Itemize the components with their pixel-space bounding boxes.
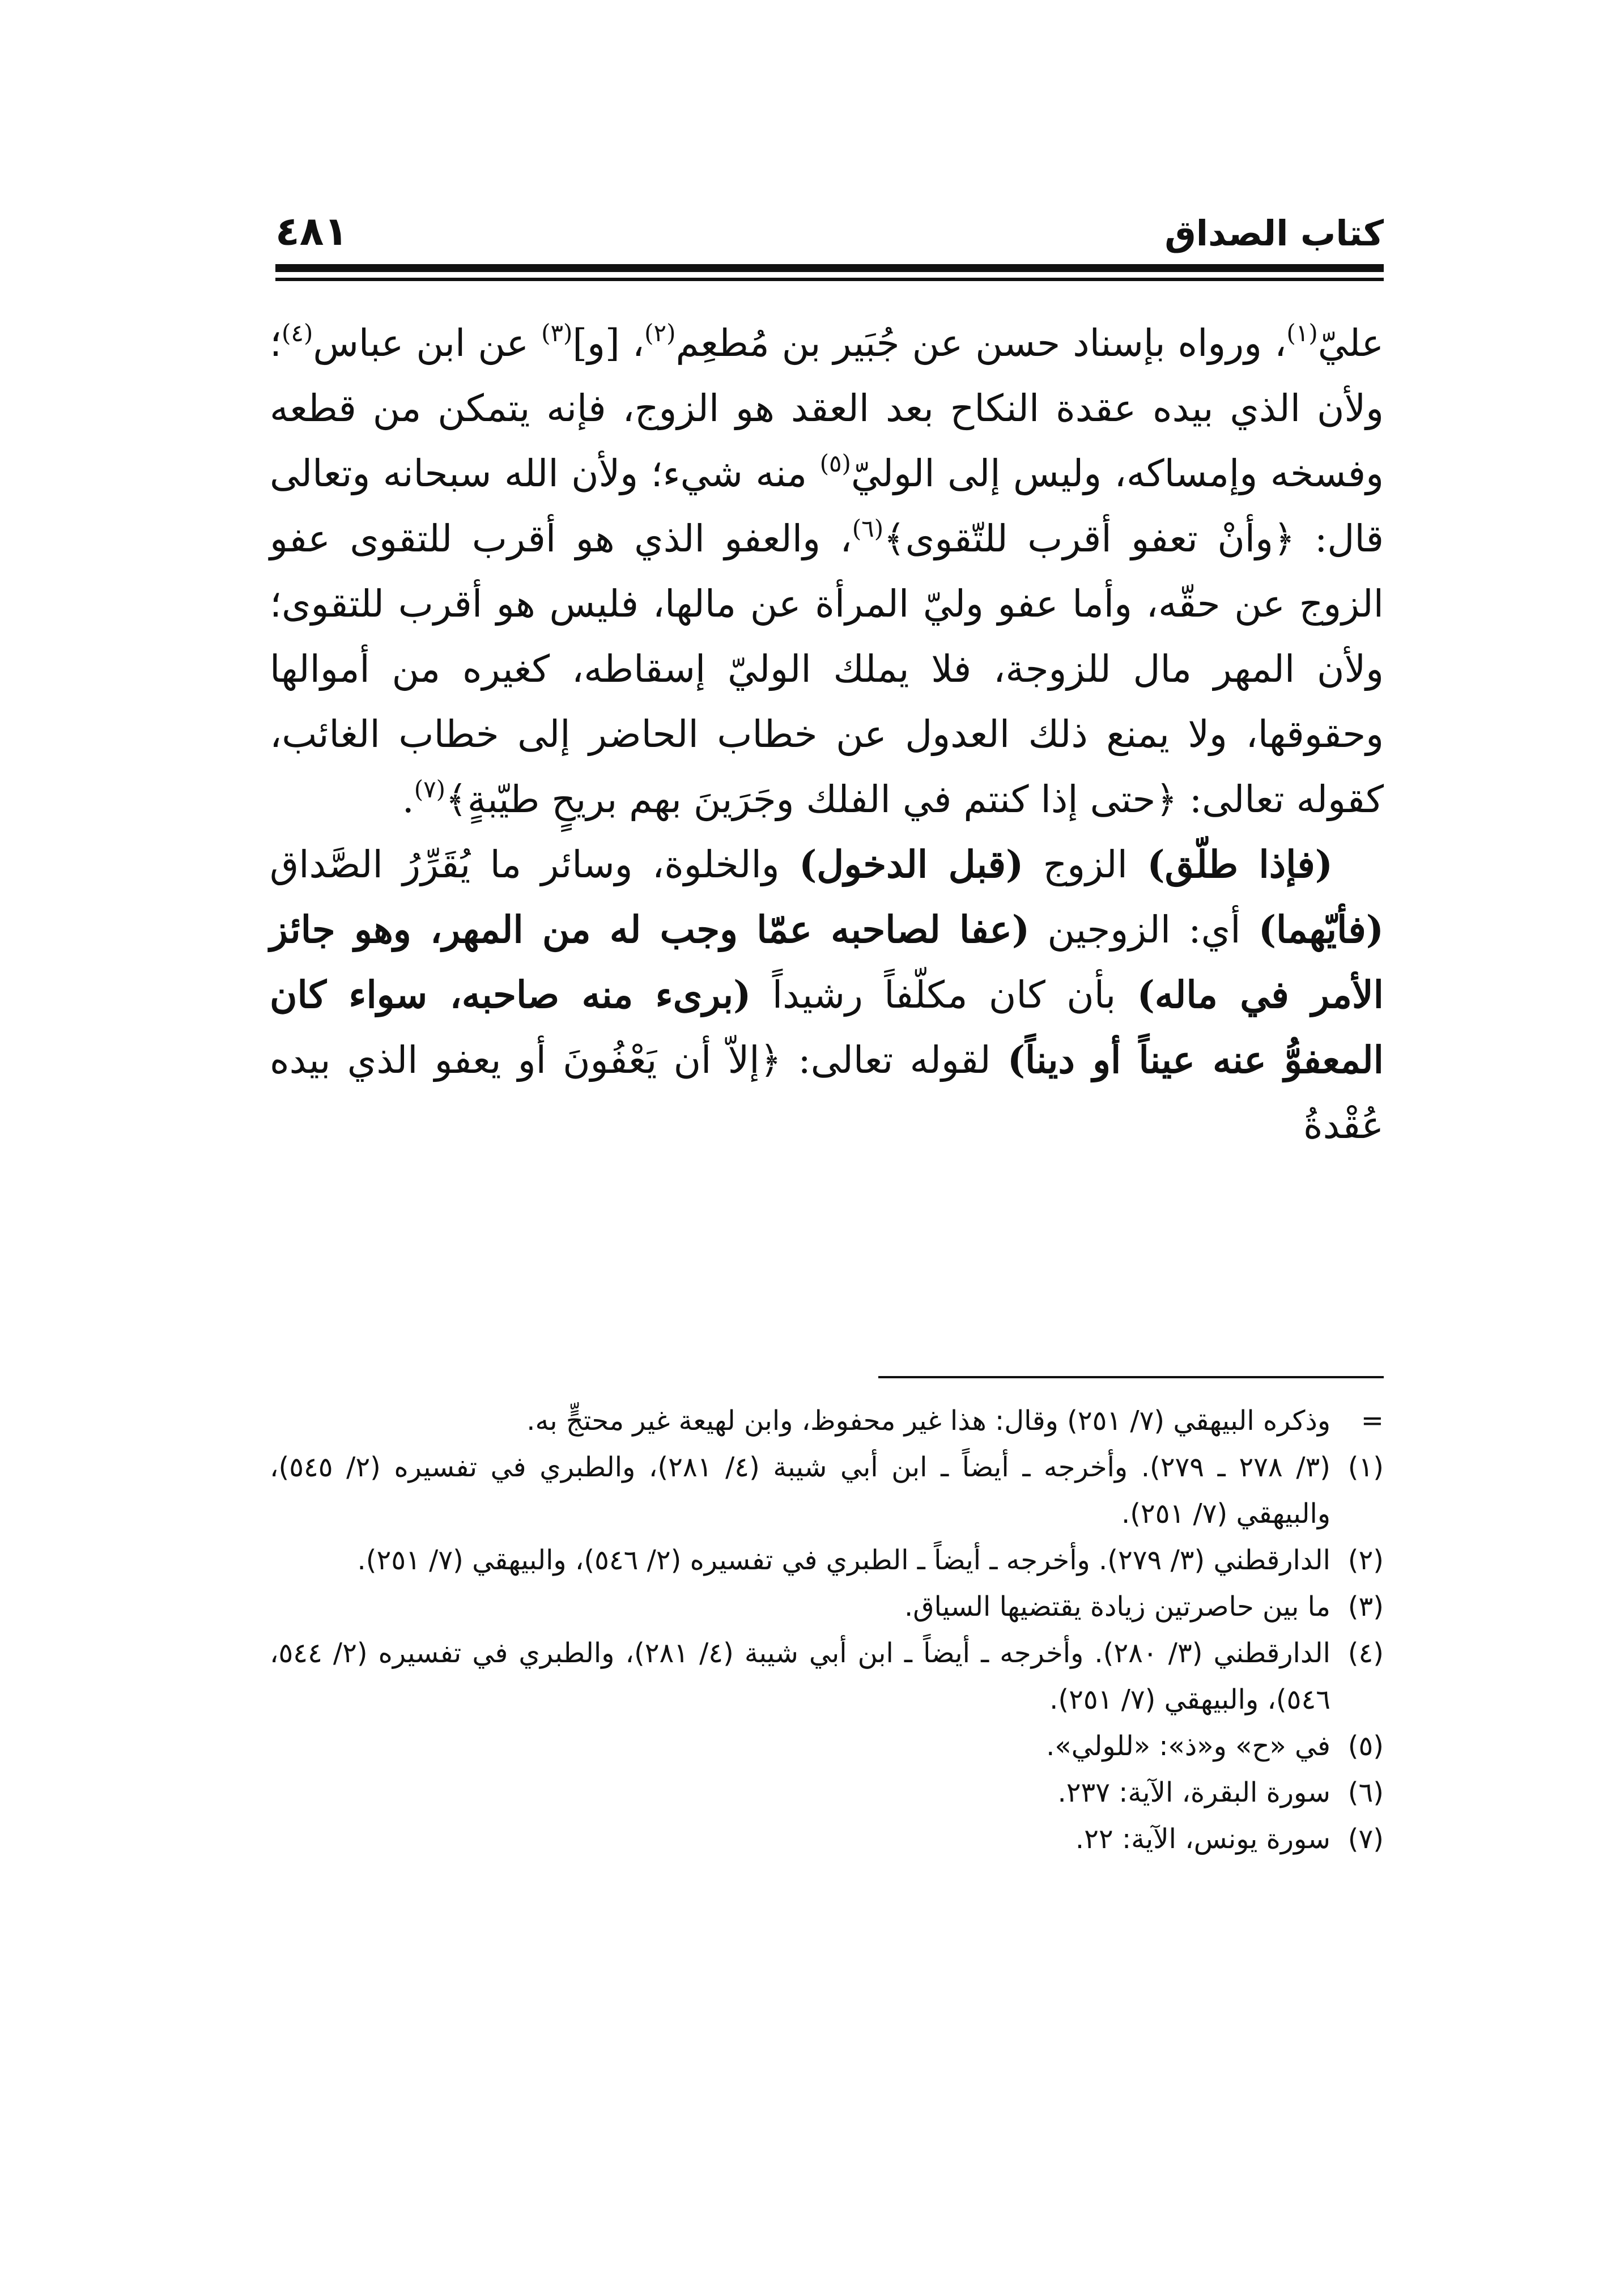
footnote-ref-1: (١) — [1286, 319, 1318, 347]
footnote-1 — [270, 1444, 1384, 1537]
footnote-number: (٣) — [1347, 1591, 1384, 1623]
footnote-text: ما بين حاصرتين زيادة يقتضيها السياق. — [904, 1591, 1330, 1623]
footnote-number: (٧) — [1347, 1823, 1384, 1855]
text-run: منه شيء؛ ولأن الله سبحانه وتعالى قال: ﴿وأنْ تعفو أقرب للتّقوى﴾ — [270, 452, 1384, 560]
text-run: عن ابن عباس — [313, 321, 542, 365]
footnote-number: = — [1361, 1405, 1384, 1437]
footnote-number: (٦) — [1347, 1777, 1384, 1808]
text-run: . — [402, 778, 414, 821]
page-number: ٤٨١ — [275, 208, 348, 254]
running-title: كتاب الصداق — [1164, 213, 1384, 254]
footnote-text: الدارقطني (٣/ ٢٧٩). وأخرجه ـ أيضاً ـ الطبري في تفسيره (٢/ ٥٤٦)، والبيهقي (٧/ ٢٥١). — [357, 1544, 1330, 1576]
page-header — [275, 196, 1384, 258]
footnote-number: (٥) — [1347, 1730, 1384, 1762]
footnote-7 — [270, 1816, 1384, 1862]
footnote-ref-5: (٥) — [819, 449, 851, 477]
footnote-ref-3: (٣) — [541, 319, 573, 347]
text-run: ، ورواه بإسناد حسن عن جُبَير بن مُطعِم — [675, 321, 1287, 365]
matn-phrase: (قبل الدخول) — [799, 842, 1024, 886]
footnote-ref-7: (٧) — [414, 775, 446, 803]
footnote-number: (١) — [1347, 1451, 1384, 1483]
footnote-3 — [270, 1583, 1384, 1630]
header-rule-thin — [275, 278, 1384, 281]
matn-phrase: (فأيّهما) — [1258, 907, 1384, 952]
matn-phrase: (فإذا طلّق) — [1147, 842, 1333, 886]
footnote-text: سورة البقرة، الآية: ٢٣٧. — [1057, 1777, 1330, 1808]
footnote-text: في «ح» و«ذ»: «للولي». — [1046, 1730, 1330, 1762]
text-run: والخلوة، وسائر ما يُقَرِّرُ الصَّداق — [270, 843, 800, 886]
main-text — [270, 311, 1384, 1158]
text-run: أي: الزوجين — [1030, 908, 1259, 952]
footnote-separator — [878, 1376, 1384, 1378]
header-rule-thick — [275, 264, 1384, 272]
text-run: عليّ — [1317, 321, 1384, 365]
text-run: الزوج — [1023, 843, 1147, 886]
footnote-ref-4: (٤) — [281, 319, 313, 347]
footnote-number: (٢) — [1347, 1544, 1384, 1576]
footnote-text: وذكره البيهقي (٧/ ٢٥١) وقال: هذا غير محفوظ، وابن لهيعة غير محتجٍّ به. — [526, 1405, 1330, 1437]
footnote-4 — [270, 1630, 1384, 1723]
footnote-ref-2: (٢) — [644, 319, 676, 347]
text-run: لقوله تعالى: ﴿إلاّ أن يَعْفُونَ أو يعفو الذي بيده عُقْدةُ — [270, 1038, 1384, 1147]
footnote-text: سورة يونس، الآية: ٢٢. — [1075, 1823, 1330, 1855]
text-run: ، والعفو الذي هو أقرب للتقوى عفو الزوج عن حقّه، وأما عفو وليّ المرأة عن مالها، فليس هو أقرب للتقوى؛ ولأن المهر مال للزوجة، فلا يملك الوليّ إسقاطه، كغيره من أموالها وحقوقها، ولا يمنع ذلك العدول عن خطاب الحاضر إلى خطاب الغائب، كقوله تعالى: ﴿حتى إذا كنتم في الفلك وجَرَينَ بهم بريحٍ طيّبةٍ﴾ — [270, 517, 1384, 821]
paragraph-1 — [270, 311, 1384, 832]
paragraph-2 — [270, 832, 1384, 1158]
footnote-text: (٣/ ٢٧٨ ـ ٢٧٩). وأخرجه ـ أيضاً ـ ابن أبي شيبة (٤/ ٢٨١)، والطبري في تفسيره (٢/ ٥٤٥)، والبيهقي (٧/ ٢٥١). — [270, 1451, 1331, 1530]
footnote-text: الدارقطني (٣/ ٢٨٠). وأخرجه ـ أيضاً ـ ابن أبي شيبة (٤/ ٢٨١)، والطبري في تفسيره (٢/ ٥٤٤، ٥٤٦)، والبيهقي (٧/ ٢٥١). — [270, 1637, 1330, 1715]
footnotes — [270, 1398, 1384, 1862]
text-run: ؛ ولأن الذي بيده عقدة النكاح بعد العقد هو الزوج، فإنه يتمكن من قطعه وفسخه وإمساكه، وليس إلى الوليّ — [270, 321, 1384, 495]
matn-phrase: (برىء منه صاحبه، سواء كان المعفوُّ عنه عيناً أو ديناً) — [270, 973, 1384, 1082]
footnote-2 — [270, 1537, 1384, 1583]
footnote-ref-6: (٦) — [852, 515, 884, 542]
footnote-5 — [270, 1723, 1384, 1769]
matn-phrase: (عفا لصاحبه عمّا وجب له من المهر، وهو جائز الأمر في ماله) — [270, 907, 1384, 1017]
footnote-continuation — [270, 1398, 1384, 1444]
text-run: بأن كان مكلّفاً رشيداً — [751, 973, 1137, 1017]
text-run: ، [و] — [572, 321, 645, 365]
footnote-6 — [270, 1769, 1384, 1816]
footnote-number: (٤) — [1347, 1637, 1384, 1669]
